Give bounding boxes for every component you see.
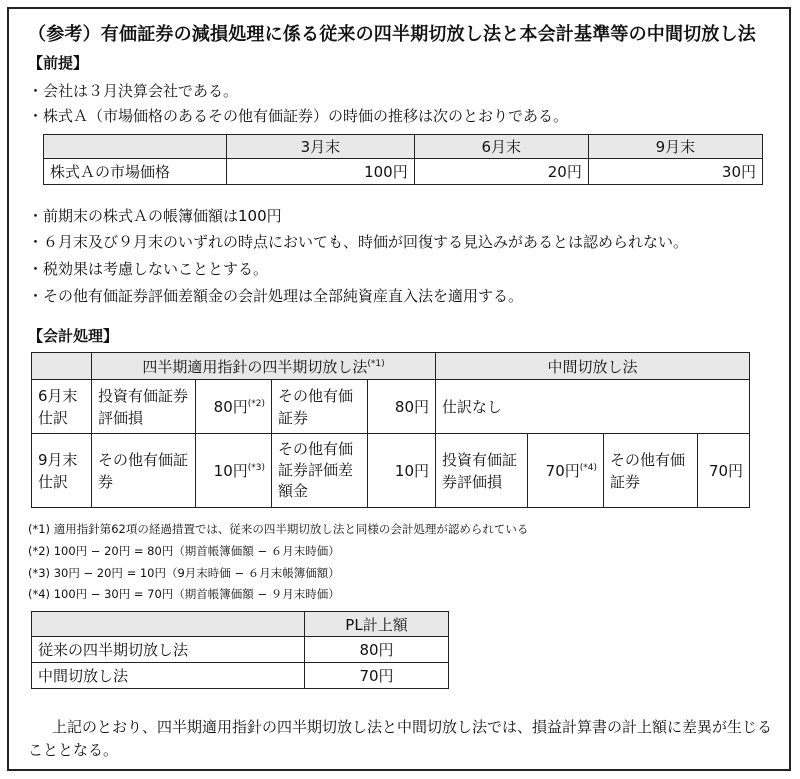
sept-m-credit: その他有価証券 xyxy=(604,434,698,508)
footnote-4: (*4) 100円 − 30円 = 70円（期首帳簿価額 − ９月末時価） xyxy=(28,587,340,601)
price-header-jun: 6月末 xyxy=(414,135,588,159)
june-q-debit: 投資有価証券評価損 xyxy=(92,380,196,434)
footnote-3: (*3) 30円 − 20円 = 10円（9月末時価 − ６月末帳簿価額） xyxy=(28,566,340,580)
journal-corner xyxy=(32,353,92,380)
pl-corner xyxy=(32,612,305,637)
price-table-corner xyxy=(44,135,227,159)
june-q-credit-amount: 80円 xyxy=(368,380,436,434)
price-row-label: 株式Ａの市場価格 xyxy=(44,159,227,185)
premise-bullet-5: ・税効果は考慮しないこととする。 xyxy=(28,260,269,278)
price-jun: 20円 xyxy=(414,159,588,185)
june-interim-entry: 仕訳なし xyxy=(436,380,750,434)
journal-table xyxy=(31,352,750,508)
accounting-heading: 【会計処理】 xyxy=(28,327,119,345)
sept-m-debit: 投資有価証券評価損 xyxy=(436,434,528,508)
price-header-sep: 9月末 xyxy=(588,135,762,159)
pl-header: PL計上額 xyxy=(305,612,449,637)
sept-q-debit: その他有価証券 xyxy=(92,434,196,508)
page-title: （参考）有価証券の減損処理に係る従来の四半期切放し法と本会計基準等の中間切放し法 xyxy=(28,24,756,45)
price-sep: 30円 xyxy=(588,159,762,185)
pl-row-label: 中間切放し法 xyxy=(32,663,305,689)
premise-bullet-4: ・６月末及び９月末のいずれの時点においても、時価が回復する見込みがあるとは認められない。 xyxy=(28,233,689,251)
closing-paragraph: 上記のとおり、四半期適用指針の四半期切放し法と中間切放し法では、損益計算書の計上額に差異が生じることとなる。 xyxy=(28,718,773,759)
row-september-label: 9月末 仕訳 xyxy=(32,434,92,508)
sept-q-credit-amount: 10円 xyxy=(368,434,436,508)
premise-bullet-1: ・会社は３月決算会社である。 xyxy=(28,82,239,100)
pl-row-value: 70円 xyxy=(305,663,449,689)
sept-q-credit: その他有価証券評価差額金 xyxy=(272,434,368,508)
sept-m-credit-amount: 70円 xyxy=(698,434,750,508)
june-q-credit: その他有価証券 xyxy=(272,380,368,434)
premise-bullet-3: ・前期末の株式Ａの帳簿価額は100円 xyxy=(28,207,282,225)
interim-method-header: 中間切放し法 xyxy=(436,353,750,380)
pl-row-label: 従来の四半期切放し法 xyxy=(32,637,305,663)
footnote-1: (*1) 適用指針第62項の経過措置では、従来の四半期切放し法と同様の会計処理が認められている xyxy=(28,522,529,536)
sept-q-debit-amount: 10円$^{(*3)}$ xyxy=(196,434,272,508)
quarterly-method-header: 四半期適用指針の四半期切放し法$^{(*1)}$ xyxy=(92,353,436,380)
premise-bullet-2: ・株式Ａ（市場価格のあるその他有価証券）の時価の推移は次のとおりである。 xyxy=(28,107,569,125)
june-q-debit-amount: 80円$^{(*2)}$ xyxy=(196,380,272,434)
sept-m-debit-amount: 70円$^{(*4)}$ xyxy=(528,434,604,508)
price-header-mar: 3月末 xyxy=(227,135,415,159)
pl-row-value: 80円 xyxy=(305,637,449,663)
premise-heading: 【前提】 xyxy=(28,54,89,72)
price-table xyxy=(43,134,763,185)
footnote-2: (*2) 100円 − 20円 = 80円（期首帳簿価額 − ６月末時価） xyxy=(28,544,340,558)
price-mar: 100円 xyxy=(227,159,415,185)
premise-bullet-6: ・その他有価証券評価差額金の会計処理は全部純資産直入法を適用する。 xyxy=(28,287,524,305)
pl-table xyxy=(31,611,449,689)
row-june-label: 6月末 仕訳 xyxy=(32,380,92,434)
